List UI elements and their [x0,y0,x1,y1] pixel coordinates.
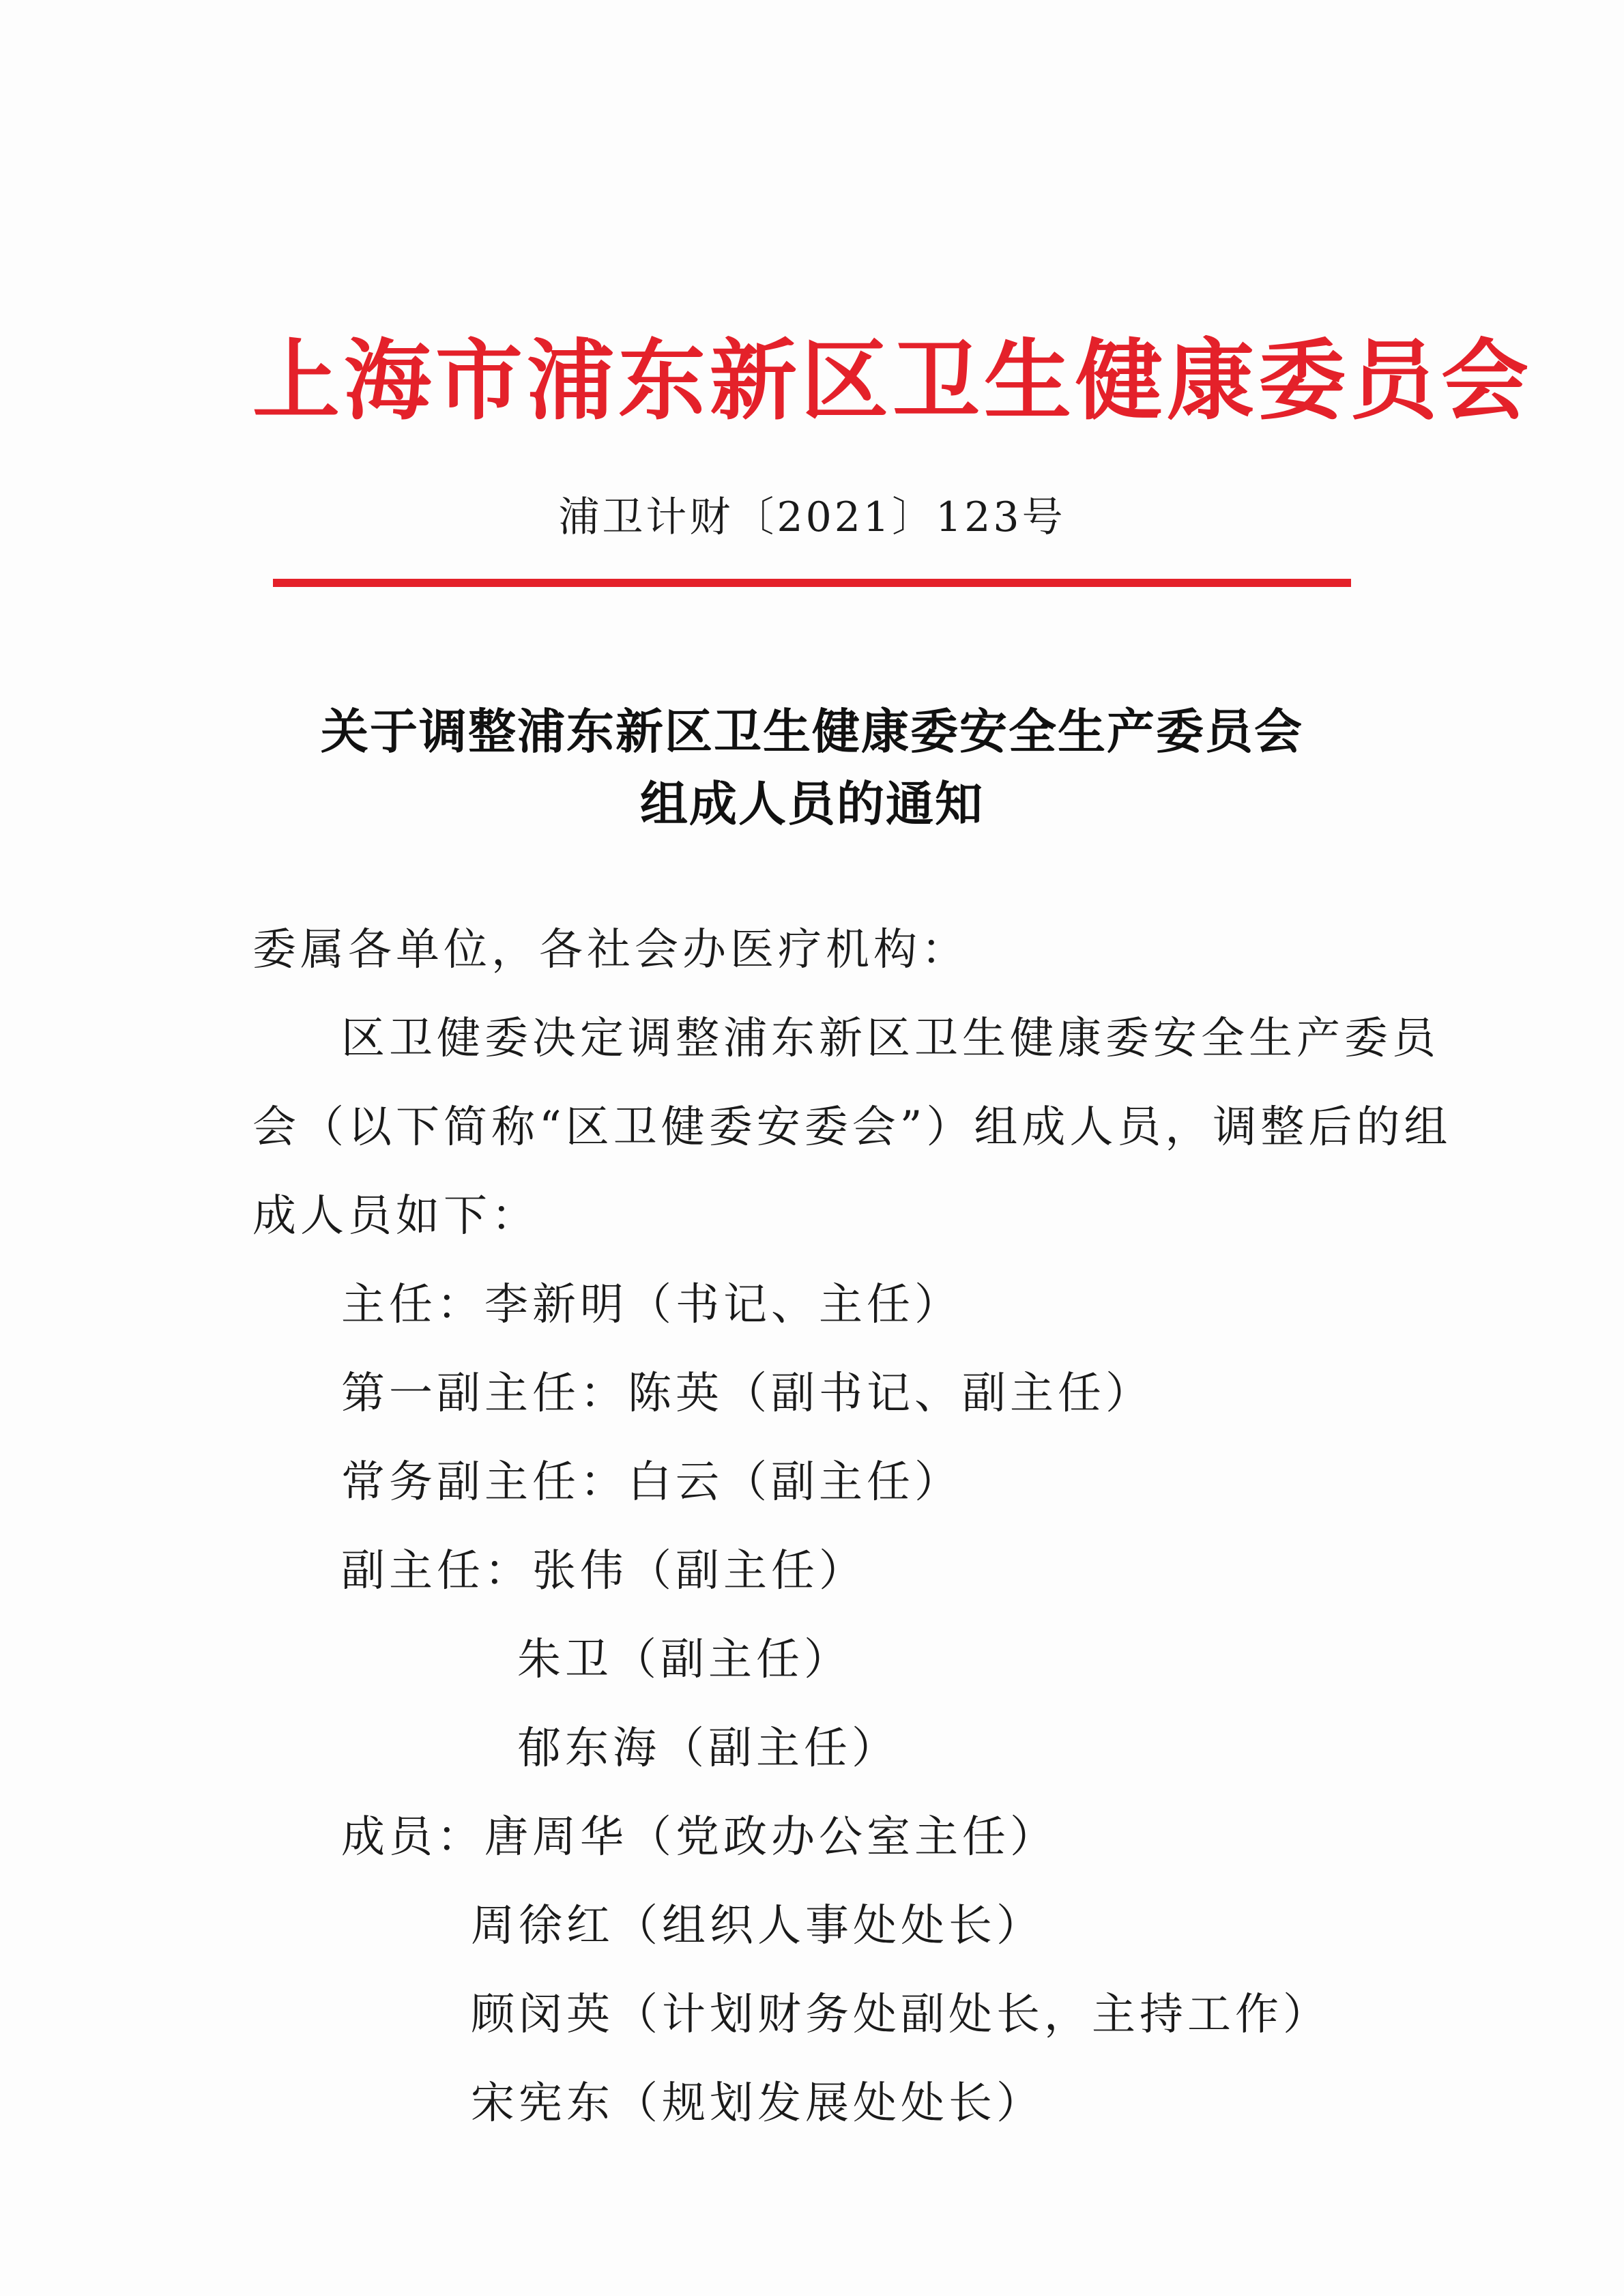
member-row-first-deputy [341,1358,1153,1421]
issuing-organization-header: 上海市浦东新区卫生健康委员会 [252,330,1533,432]
person-entry: 张伟（副主任） [532,1546,867,1596]
paragraph-line-2: 会（以下简称“区卫健委安委会”）组成人员，调整后的组 [252,1102,1452,1153]
person-entry: 朱卫（副主任） [517,1635,852,1685]
member-row-deputy-3 [517,1713,899,1776]
member-row-member-3 [471,1979,1331,2042]
document-number: 浦卫计财〔2021〕123号 [558,493,1066,541]
person-entry: 郁东海（副主任） [517,1723,899,1774]
person-entry: 宋宪东（规划发展处处长） [471,2078,1044,2129]
notice-title-line-1: 关于调整浦东新区卫生健康委安全生产委员会 [321,704,1303,760]
paragraph-line-1: 区卫健委决定调整浦东新区卫生健康委安全生产委员 [341,1014,1440,1064]
person-entry: 周徐红（组织人事处处长） [471,1901,1044,1951]
member-row-executive-deputy [341,1447,962,1510]
red-divider-line [273,579,1351,587]
person-entry: 唐周华（党政办公室主任） [484,1812,1058,1863]
paragraph-line-3: 成人员如下： [252,1191,539,1242]
member-row-director [341,1269,962,1332]
member-row-member-1 [341,1802,1058,1865]
person-entry: 顾闵英（计划财务处副处长，主持工作） [471,1990,1331,2040]
role-label: 主任： [341,1280,484,1330]
notice-title-line-2: 组成人员的通知 [640,776,984,832]
person-entry: 李新明（书记、主任） [484,1280,962,1330]
role-label: 副主任： [341,1546,532,1596]
member-row-member-4 [471,2068,1044,2131]
member-row-deputy-1 [341,1536,867,1598]
person-entry: 陈英（副书记、副主任） [628,1368,1153,1419]
member-row-member-2 [471,1891,1044,1953]
role-label: 成员： [341,1812,484,1863]
salutation: 委属各单位，各社会办医疗机构： [252,925,969,975]
member-row-deputy-2 [517,1624,852,1687]
role-label: 常务副主任： [341,1457,628,1508]
role-label: 第一副主任： [341,1368,628,1419]
person-entry: 白云（副主任） [628,1457,962,1508]
